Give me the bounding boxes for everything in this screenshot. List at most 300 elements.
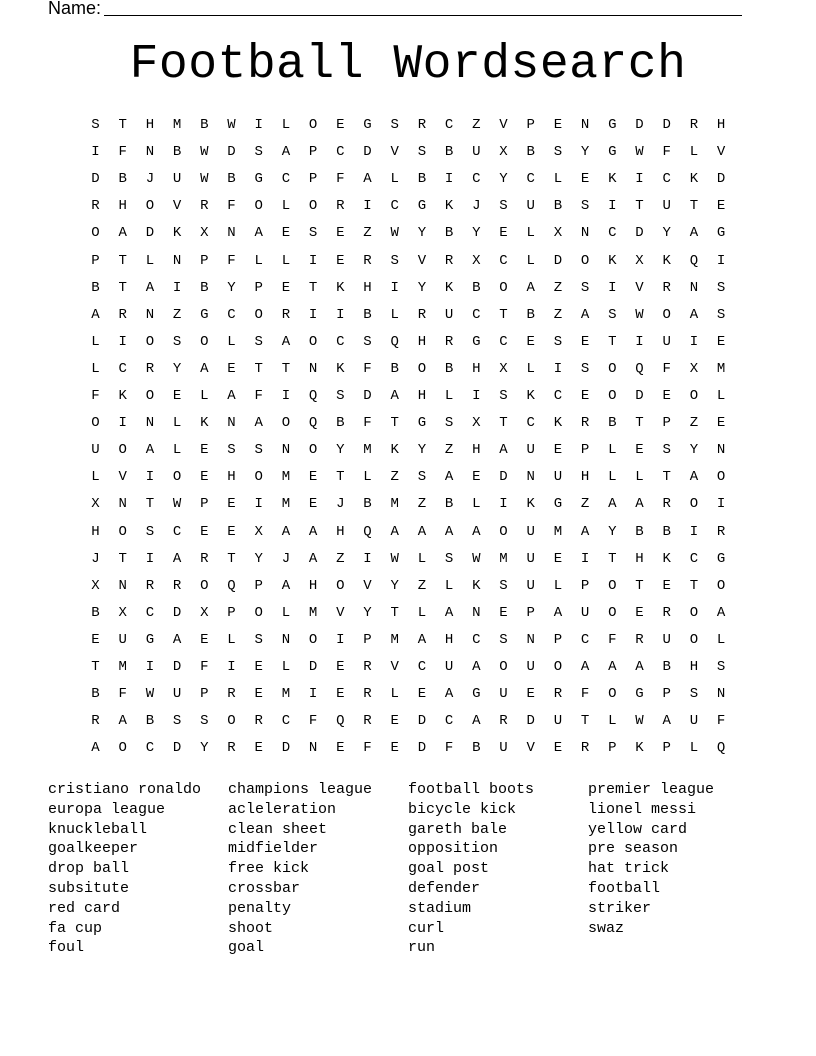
grid-letter[interactable]: O <box>553 659 563 675</box>
grid-letter[interactable]: B <box>662 523 671 540</box>
grid-letter[interactable]: B <box>526 306 535 323</box>
grid-letter[interactable]: E <box>526 333 535 350</box>
grid-letter[interactable]: R <box>580 415 590 432</box>
grid-letter[interactable]: I <box>363 550 372 567</box>
grid-letter[interactable]: U <box>499 740 508 757</box>
grid-letter[interactable]: N <box>472 604 481 621</box>
grid-letter[interactable]: F <box>716 713 726 730</box>
grid-letter[interactable]: B <box>91 279 100 296</box>
grid-letter[interactable]: W <box>200 144 209 161</box>
grid-letter[interactable]: A <box>172 631 182 648</box>
grid-letter[interactable]: S <box>499 198 508 215</box>
grid-letter[interactable]: P <box>580 577 590 594</box>
grid-letter[interactable]: K <box>118 388 127 404</box>
grid-letter[interactable]: S <box>172 333 182 350</box>
grid-letter[interactable]: E <box>716 198 726 215</box>
grid-letter[interactable]: M <box>716 360 726 377</box>
grid-letter[interactable]: D <box>172 604 182 621</box>
grid-letter[interactable]: E <box>200 631 209 648</box>
grid-letter[interactable]: I <box>635 171 644 188</box>
grid-letter[interactable]: F <box>118 144 127 161</box>
grid-letter[interactable]: T <box>580 713 590 730</box>
grid-letter[interactable]: B <box>200 117 209 133</box>
grid-letter[interactable]: O <box>499 279 508 296</box>
grid-letter[interactable]: I <box>363 198 372 215</box>
grid-letter[interactable]: S <box>336 388 345 404</box>
grid-letter[interactable]: R <box>200 198 209 215</box>
grid-letter[interactable]: S <box>254 442 263 459</box>
grid-letter[interactable]: D <box>363 144 372 161</box>
grid-letter[interactable]: O <box>580 252 590 269</box>
grid-letter[interactable]: S <box>145 523 155 540</box>
grid-letter[interactable]: L <box>526 360 535 377</box>
grid-letter[interactable]: Q <box>336 713 345 730</box>
grid-letter[interactable]: A <box>716 604 726 621</box>
grid-letter[interactable]: Z <box>363 225 372 242</box>
grid-letter[interactable]: Z <box>444 442 454 459</box>
grid-letter[interactable]: C <box>472 171 481 188</box>
grid-letter[interactable]: I <box>227 659 236 675</box>
grid-letter[interactable]: Z <box>417 577 427 594</box>
grid-letter[interactable]: P <box>200 686 209 703</box>
grid-letter[interactable]: S <box>390 252 399 269</box>
grid-letter[interactable]: A <box>472 523 481 540</box>
grid-letter[interactable]: T <box>118 252 127 269</box>
grid-letter[interactable]: W <box>635 713 644 730</box>
grid-letter[interactable]: I <box>118 415 127 432</box>
grid-letter[interactable]: S <box>254 144 263 161</box>
grid-letter[interactable]: O <box>254 306 263 323</box>
grid-letter[interactable]: A <box>254 415 263 432</box>
grid-letter[interactable]: Q <box>308 415 318 432</box>
grid-letter[interactable]: S <box>553 144 563 161</box>
grid-letter[interactable]: O <box>608 388 617 404</box>
grid-letter[interactable]: X <box>472 415 481 432</box>
grid-letter[interactable]: N <box>716 686 726 703</box>
grid-letter[interactable]: I <box>716 496 726 513</box>
grid-letter[interactable]: L <box>608 442 617 459</box>
grid-letter[interactable]: U <box>662 333 671 350</box>
grid-letter[interactable]: O <box>608 360 617 377</box>
grid-letter[interactable]: R <box>281 306 291 323</box>
grid-letter[interactable]: Z <box>553 279 563 296</box>
grid-letter[interactable]: R <box>172 577 182 594</box>
grid-letter[interactable]: E <box>635 604 644 621</box>
grid-letter[interactable]: N <box>526 631 535 648</box>
grid-letter[interactable]: K <box>444 279 454 296</box>
grid-letter[interactable]: P <box>662 415 671 432</box>
grid-letter[interactable]: I <box>336 631 345 648</box>
grid-letter[interactable]: L <box>172 442 182 459</box>
grid-letter[interactable]: N <box>308 740 318 757</box>
grid-letter[interactable]: Y <box>390 577 399 594</box>
grid-letter[interactable]: D <box>635 388 644 404</box>
grid-letter[interactable]: S <box>390 117 399 133</box>
grid-letter[interactable]: U <box>662 198 671 215</box>
grid-letter[interactable]: O <box>118 523 127 540</box>
grid-letter[interactable]: R <box>227 740 236 757</box>
grid-letter[interactable]: U <box>526 659 535 675</box>
grid-letter[interactable]: A <box>145 442 155 459</box>
grid-letter[interactable]: E <box>580 333 590 350</box>
grid-letter[interactable]: A <box>444 469 454 486</box>
grid-letter[interactable]: E <box>662 388 671 404</box>
grid-letter[interactable]: P <box>526 604 535 621</box>
grid-letter[interactable]: T <box>662 469 671 486</box>
grid-letter[interactable]: T <box>608 550 617 567</box>
grid-letter[interactable]: H <box>635 550 644 567</box>
grid-letter[interactable]: D <box>172 740 182 757</box>
grid-letter[interactable]: E <box>200 442 209 459</box>
grid-letter[interactable]: B <box>118 171 127 188</box>
grid-letter[interactable]: H <box>91 523 100 540</box>
grid-letter[interactable]: O <box>145 333 155 350</box>
grid-letter[interactable]: S <box>499 388 508 404</box>
grid-letter[interactable]: J <box>281 550 291 567</box>
grid-letter[interactable]: X <box>635 252 644 269</box>
grid-letter[interactable]: B <box>444 144 454 161</box>
grid-letter[interactable]: N <box>145 415 155 432</box>
grid-letter[interactable]: U <box>444 306 454 323</box>
grid-letter[interactable]: I <box>91 144 100 161</box>
grid-letter[interactable]: E <box>254 740 263 757</box>
grid-letter[interactable]: C <box>336 333 345 350</box>
grid-letter[interactable]: B <box>91 686 100 703</box>
grid-letter[interactable]: L <box>608 469 617 486</box>
grid-letter[interactable]: K <box>526 496 535 513</box>
grid-letter[interactable]: I <box>689 333 699 350</box>
grid-letter[interactable]: U <box>526 523 535 540</box>
grid-letter[interactable]: F <box>227 198 236 215</box>
grid-letter[interactable]: H <box>716 117 726 133</box>
grid-letter[interactable]: R <box>662 604 671 621</box>
grid-letter[interactable]: F <box>444 740 454 757</box>
grid-letter[interactable]: Z <box>553 306 563 323</box>
grid-letter[interactable]: C <box>608 225 617 242</box>
grid-letter[interactable]: P <box>608 740 617 757</box>
grid-letter[interactable]: O <box>308 198 318 215</box>
grid-letter[interactable]: C <box>499 333 508 350</box>
grid-letter[interactable]: C <box>689 550 699 567</box>
grid-letter[interactable]: N <box>281 631 291 648</box>
grid-letter[interactable]: P <box>227 604 236 621</box>
grid-letter[interactable]: W <box>390 225 399 242</box>
grid-letter[interactable]: G <box>254 171 263 188</box>
grid-letter[interactable]: K <box>662 550 671 567</box>
grid-letter[interactable]: U <box>526 577 535 594</box>
grid-letter[interactable]: N <box>227 225 236 242</box>
grid-letter[interactable]: B <box>635 523 644 540</box>
grid-letter[interactable]: I <box>145 659 155 675</box>
grid-letter[interactable]: G <box>472 333 481 350</box>
grid-letter[interactable]: T <box>689 198 699 215</box>
grid-letter[interactable]: D <box>662 117 671 133</box>
grid-letter[interactable]: R <box>227 686 236 703</box>
grid-letter[interactable]: U <box>553 713 563 730</box>
grid-letter[interactable]: O <box>662 306 671 323</box>
grid-letter[interactable]: R <box>553 686 563 703</box>
grid-letter[interactable]: A <box>363 171 372 188</box>
grid-letter[interactable]: M <box>308 604 318 621</box>
grid-letter[interactable]: Z <box>580 496 590 513</box>
grid-letter[interactable]: R <box>336 198 345 215</box>
grid-letter[interactable]: X <box>200 225 209 242</box>
grid-letter[interactable]: F <box>336 171 345 188</box>
grid-letter[interactable]: M <box>281 496 291 513</box>
grid-letter[interactable]: C <box>472 306 481 323</box>
grid-letter[interactable]: R <box>662 279 671 296</box>
grid-letter[interactable]: B <box>200 279 209 296</box>
grid-letter[interactable]: T <box>227 550 236 567</box>
grid-letter[interactable]: I <box>336 306 345 323</box>
grid-letter[interactable]: A <box>689 225 699 242</box>
grid-letter[interactable]: Y <box>417 225 427 242</box>
grid-letter[interactable]: O <box>499 523 508 540</box>
grid-letter[interactable]: E <box>336 659 345 675</box>
grid-letter[interactable]: Z <box>417 496 427 513</box>
grid-letter[interactable]: E <box>227 496 236 513</box>
grid-letter[interactable]: G <box>472 686 481 703</box>
grid-letter[interactable]: O <box>254 469 263 486</box>
grid-letter[interactable]: K <box>635 740 644 757</box>
grid-letter[interactable]: L <box>526 252 535 269</box>
grid-letter[interactable]: D <box>499 469 508 486</box>
grid-letter[interactable]: P <box>308 144 318 161</box>
grid-letter[interactable]: H <box>472 360 481 377</box>
grid-letter[interactable]: O <box>499 659 508 675</box>
grid-letter[interactable]: P <box>363 631 372 648</box>
grid-letter[interactable]: F <box>200 659 209 675</box>
grid-letter[interactable]: D <box>308 659 318 675</box>
grid-letter[interactable]: B <box>662 659 671 675</box>
grid-letter[interactable]: L <box>553 171 563 188</box>
grid-letter[interactable]: O <box>308 442 318 459</box>
grid-letter[interactable]: L <box>608 713 617 730</box>
grid-letter[interactable]: L <box>444 388 454 404</box>
grid-letter[interactable]: C <box>227 306 236 323</box>
grid-letter[interactable]: O <box>308 333 318 350</box>
grid-letter[interactable]: L <box>689 144 699 161</box>
grid-letter[interactable]: A <box>417 631 427 648</box>
grid-letter[interactable]: L <box>390 686 399 703</box>
grid-letter[interactable]: M <box>172 117 182 133</box>
grid-letter[interactable]: V <box>499 117 508 133</box>
grid-letter[interactable]: L <box>254 252 263 269</box>
grid-letter[interactable]: W <box>227 117 236 133</box>
grid-letter[interactable]: A <box>444 604 454 621</box>
grid-letter[interactable]: R <box>417 117 427 133</box>
grid-letter[interactable]: Z <box>336 550 345 567</box>
grid-letter[interactable]: C <box>526 415 535 432</box>
grid-letter[interactable]: N <box>580 225 590 242</box>
grid-letter[interactable]: B <box>91 604 100 621</box>
grid-letter[interactable]: A <box>145 279 155 296</box>
grid-letter[interactable]: B <box>553 198 563 215</box>
grid-letter[interactable]: R <box>118 306 127 323</box>
grid-letter[interactable]: K <box>608 171 617 188</box>
grid-letter[interactable]: I <box>689 523 699 540</box>
grid-letter[interactable]: S <box>227 442 236 459</box>
grid-letter[interactable]: N <box>716 442 726 459</box>
grid-letter[interactable]: V <box>118 469 127 486</box>
grid-letter[interactable]: R <box>91 198 100 215</box>
grid-letter[interactable]: O <box>91 415 100 432</box>
grid-letter[interactable]: D <box>553 252 563 269</box>
grid-letter[interactable]: E <box>336 252 345 269</box>
grid-letter[interactable]: E <box>172 388 182 404</box>
grid-letter[interactable]: R <box>635 631 644 648</box>
grid-letter[interactable]: L <box>281 117 291 133</box>
grid-letter[interactable]: R <box>689 117 699 133</box>
grid-letter[interactable]: D <box>91 171 100 188</box>
grid-letter[interactable]: G <box>553 496 563 513</box>
grid-letter[interactable]: P <box>254 577 263 594</box>
grid-letter[interactable]: Y <box>689 442 699 459</box>
grid-letter[interactable]: O <box>227 713 236 730</box>
grid-letter[interactable]: R <box>580 740 590 757</box>
grid-letter[interactable]: A <box>91 740 100 757</box>
grid-letter[interactable]: T <box>635 198 644 215</box>
grid-letter[interactable]: H <box>580 469 590 486</box>
grid-letter[interactable]: S <box>553 333 563 350</box>
grid-letter[interactable]: Q <box>716 740 726 757</box>
grid-letter[interactable]: A <box>118 225 127 242</box>
grid-letter[interactable]: K <box>444 198 454 215</box>
grid-letter[interactable]: W <box>200 171 209 188</box>
grid-letter[interactable]: A <box>608 659 617 675</box>
grid-letter[interactable]: P <box>553 631 563 648</box>
grid-letter[interactable]: S <box>308 225 318 242</box>
grid-letter[interactable]: D <box>417 740 427 757</box>
grid-letter[interactable]: D <box>227 144 236 161</box>
grid-letter[interactable]: N <box>308 360 318 377</box>
grid-letter[interactable]: T <box>118 279 127 296</box>
grid-letter[interactable]: A <box>608 496 617 513</box>
grid-letter[interactable]: T <box>499 415 508 432</box>
grid-letter[interactable]: A <box>662 713 671 730</box>
grid-letter[interactable]: L <box>417 604 427 621</box>
grid-letter[interactable]: S <box>91 117 100 133</box>
grid-letter[interactable]: W <box>390 550 399 567</box>
grid-letter[interactable]: P <box>254 279 263 296</box>
grid-letter[interactable]: A <box>689 469 699 486</box>
grid-letter[interactable]: U <box>444 659 454 675</box>
grid-letter[interactable]: W <box>635 306 644 323</box>
grid-letter[interactable]: S <box>716 306 726 323</box>
grid-letter[interactable]: I <box>635 333 644 350</box>
grid-letter[interactable]: A <box>200 360 209 377</box>
grid-letter[interactable]: G <box>417 198 427 215</box>
grid-letter[interactable]: M <box>281 469 291 486</box>
grid-letter[interactable]: C <box>662 171 671 188</box>
grid-letter[interactable]: E <box>254 659 263 675</box>
grid-letter[interactable]: N <box>145 144 155 161</box>
grid-letter[interactable]: E <box>662 577 671 594</box>
grid-letter[interactable]: P <box>526 117 535 133</box>
grid-letter[interactable]: O <box>608 604 617 621</box>
grid-letter[interactable]: O <box>200 333 209 350</box>
grid-letter[interactable]: E <box>200 523 209 540</box>
grid-letter[interactable]: O <box>308 631 318 648</box>
grid-letter[interactable]: T <box>390 415 399 432</box>
grid-letter[interactable]: I <box>608 279 617 296</box>
grid-letter[interactable]: E <box>499 225 508 242</box>
grid-letter[interactable]: S <box>363 333 372 350</box>
grid-letter[interactable]: A <box>444 686 454 703</box>
grid-letter[interactable]: S <box>662 442 671 459</box>
grid-letter[interactable]: S <box>689 686 699 703</box>
grid-letter[interactable]: O <box>254 604 263 621</box>
grid-letter[interactable]: S <box>172 713 182 730</box>
grid-letter[interactable]: A <box>172 550 182 567</box>
grid-letter[interactable]: Y <box>200 740 209 757</box>
grid-letter[interactable]: B <box>363 496 372 513</box>
grid-letter[interactable]: V <box>716 144 726 161</box>
grid-letter[interactable]: C <box>281 713 291 730</box>
grid-letter[interactable]: G <box>716 225 726 242</box>
grid-letter[interactable]: L <box>91 333 100 350</box>
grid-letter[interactable]: V <box>363 577 372 594</box>
grid-letter[interactable]: L <box>281 198 291 215</box>
grid-letter[interactable]: C <box>553 388 563 404</box>
grid-letter[interactable]: D <box>145 225 155 242</box>
grid-letter[interactable]: A <box>91 306 100 323</box>
grid-letter[interactable]: L <box>390 171 399 188</box>
grid-letter[interactable]: V <box>390 659 399 675</box>
grid-letter[interactable]: L <box>689 740 699 757</box>
grid-letter[interactable]: F <box>308 713 318 730</box>
grid-letter[interactable]: Y <box>417 279 427 296</box>
grid-letter[interactable]: A <box>417 523 427 540</box>
grid-letter[interactable]: T <box>145 496 155 513</box>
grid-letter[interactable]: L <box>444 577 454 594</box>
grid-letter[interactable]: V <box>172 198 182 215</box>
grid-letter[interactable]: K <box>662 252 671 269</box>
grid-letter[interactable]: Y <box>172 360 182 377</box>
grid-letter[interactable]: R <box>91 713 100 730</box>
grid-letter[interactable]: O <box>172 469 182 486</box>
grid-letter[interactable]: I <box>145 469 155 486</box>
grid-letter[interactable]: L <box>553 577 563 594</box>
grid-letter[interactable]: V <box>336 604 345 621</box>
grid-letter[interactable]: B <box>608 415 617 432</box>
grid-letter[interactable]: A <box>580 659 590 675</box>
grid-letter[interactable]: L <box>635 469 644 486</box>
grid-letter[interactable]: Y <box>608 523 617 540</box>
grid-letter[interactable]: N <box>689 279 699 296</box>
grid-letter[interactable]: U <box>172 171 182 188</box>
grid-letter[interactable]: L <box>526 225 535 242</box>
grid-letter[interactable]: E <box>526 686 535 703</box>
grid-letter[interactable]: O <box>200 577 209 594</box>
grid-letter[interactable]: G <box>145 631 155 648</box>
grid-letter[interactable]: K <box>336 360 345 377</box>
grid-letter[interactable]: R <box>363 713 372 730</box>
grid-letter[interactable]: Q <box>227 577 236 594</box>
grid-letter[interactable]: K <box>336 279 345 296</box>
grid-letter[interactable]: A <box>526 279 535 296</box>
grid-letter[interactable]: R <box>363 252 372 269</box>
grid-letter[interactable]: S <box>254 631 263 648</box>
grid-letter[interactable]: U <box>472 144 481 161</box>
grid-letter[interactable]: L <box>281 252 291 269</box>
grid-letter[interactable]: H <box>118 198 127 215</box>
grid-letter[interactable]: E <box>390 740 399 757</box>
grid-letter[interactable]: I <box>308 306 318 323</box>
grid-letter[interactable]: O <box>716 469 726 486</box>
grid-letter[interactable]: C <box>444 713 454 730</box>
grid-letter[interactable]: U <box>499 686 508 703</box>
